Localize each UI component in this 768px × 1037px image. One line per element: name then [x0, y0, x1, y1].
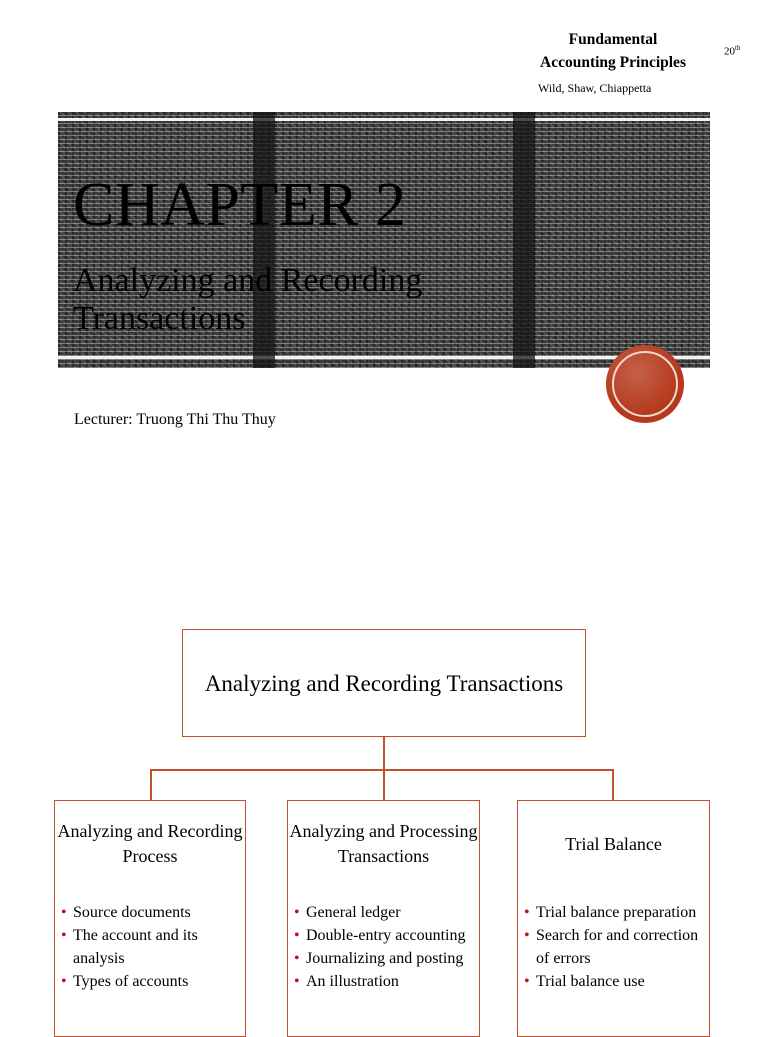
column-list-box	[517, 887, 710, 1037]
lecturer: Lecturer: Truong Thi Thu Thuy	[74, 411, 276, 428]
list-item-text: An illustration	[306, 973, 399, 990]
chapter-banner	[58, 112, 710, 368]
column-heading-box	[54, 800, 246, 888]
list-item-text: General ledger	[306, 904, 401, 921]
bullet-icon: •	[61, 973, 67, 990]
list-item	[292, 970, 477, 993]
bullet-icon: •	[524, 973, 530, 990]
list-item	[292, 901, 477, 924]
list-item-text: Double-entry accounting	[306, 927, 466, 944]
authors: Wild, Shaw, Chiappetta	[538, 81, 652, 95]
list-item	[522, 970, 707, 993]
diagram-root-label: Analyzing and Recording Transactions	[204, 670, 564, 696]
bullet-icon: •	[294, 950, 300, 967]
column-list	[59, 901, 243, 993]
badge-ring	[612, 351, 678, 417]
banner-bottom-line	[58, 356, 710, 359]
list-item	[59, 901, 243, 924]
list-item	[59, 924, 243, 970]
column-list-box	[54, 887, 246, 1037]
connector-vertical	[383, 737, 385, 770]
book-title-line-1: Fundamental	[568, 31, 658, 48]
banner-band	[513, 112, 535, 368]
edition	[724, 44, 740, 58]
list-item-text: Source documents	[73, 904, 191, 921]
column-heading-box	[287, 800, 480, 888]
list-item-text: Trial balance preparation	[536, 904, 697, 921]
decorative-circle-icon	[606, 345, 684, 423]
list-item-text: Types of accounts	[73, 973, 189, 990]
column-list	[522, 901, 707, 993]
bullet-icon: •	[61, 904, 67, 921]
list-item	[292, 924, 477, 947]
column-list-box	[287, 887, 480, 1037]
banner-top-line	[58, 118, 710, 121]
list-item	[292, 947, 477, 970]
edition-suffix: th	[735, 44, 741, 52]
bullet-icon: •	[294, 904, 300, 921]
connector-horizontal	[150, 769, 614, 771]
list-item-text: Journalizing and posting	[306, 950, 464, 967]
bullet-icon: •	[524, 904, 530, 921]
bullet-icon: •	[524, 927, 530, 944]
book-title-line-2: Accounting Principles	[540, 54, 686, 71]
edition-number: 20	[724, 45, 735, 58]
column-list	[292, 901, 477, 993]
list-item-text: The account and its analysis	[73, 927, 198, 967]
connector-right	[612, 769, 614, 800]
book-title	[520, 28, 706, 74]
chapter-title: CHAPTER 2	[73, 171, 407, 239]
column-heading: Trial Balance	[565, 833, 662, 854]
column-heading-box	[517, 800, 710, 888]
chapter-subtitle: Analyzing and Recording Transactions	[73, 262, 423, 337]
list-item	[522, 924, 707, 970]
column-heading: Analyzing and Recording Process	[57, 821, 243, 866]
list-item	[59, 970, 243, 993]
bullet-icon: •	[294, 927, 300, 944]
column-heading: Analyzing and Processing Transactions	[289, 821, 478, 866]
bullet-icon: •	[294, 973, 300, 990]
list-item-text: Trial balance use	[536, 973, 645, 990]
list-item-text: Search for and correction of errors	[536, 927, 699, 967]
connector-left	[150, 769, 152, 800]
bullet-icon: •	[61, 927, 67, 944]
list-item	[522, 901, 707, 924]
connector-middle	[383, 769, 385, 800]
diagram-root-box	[182, 629, 586, 737]
